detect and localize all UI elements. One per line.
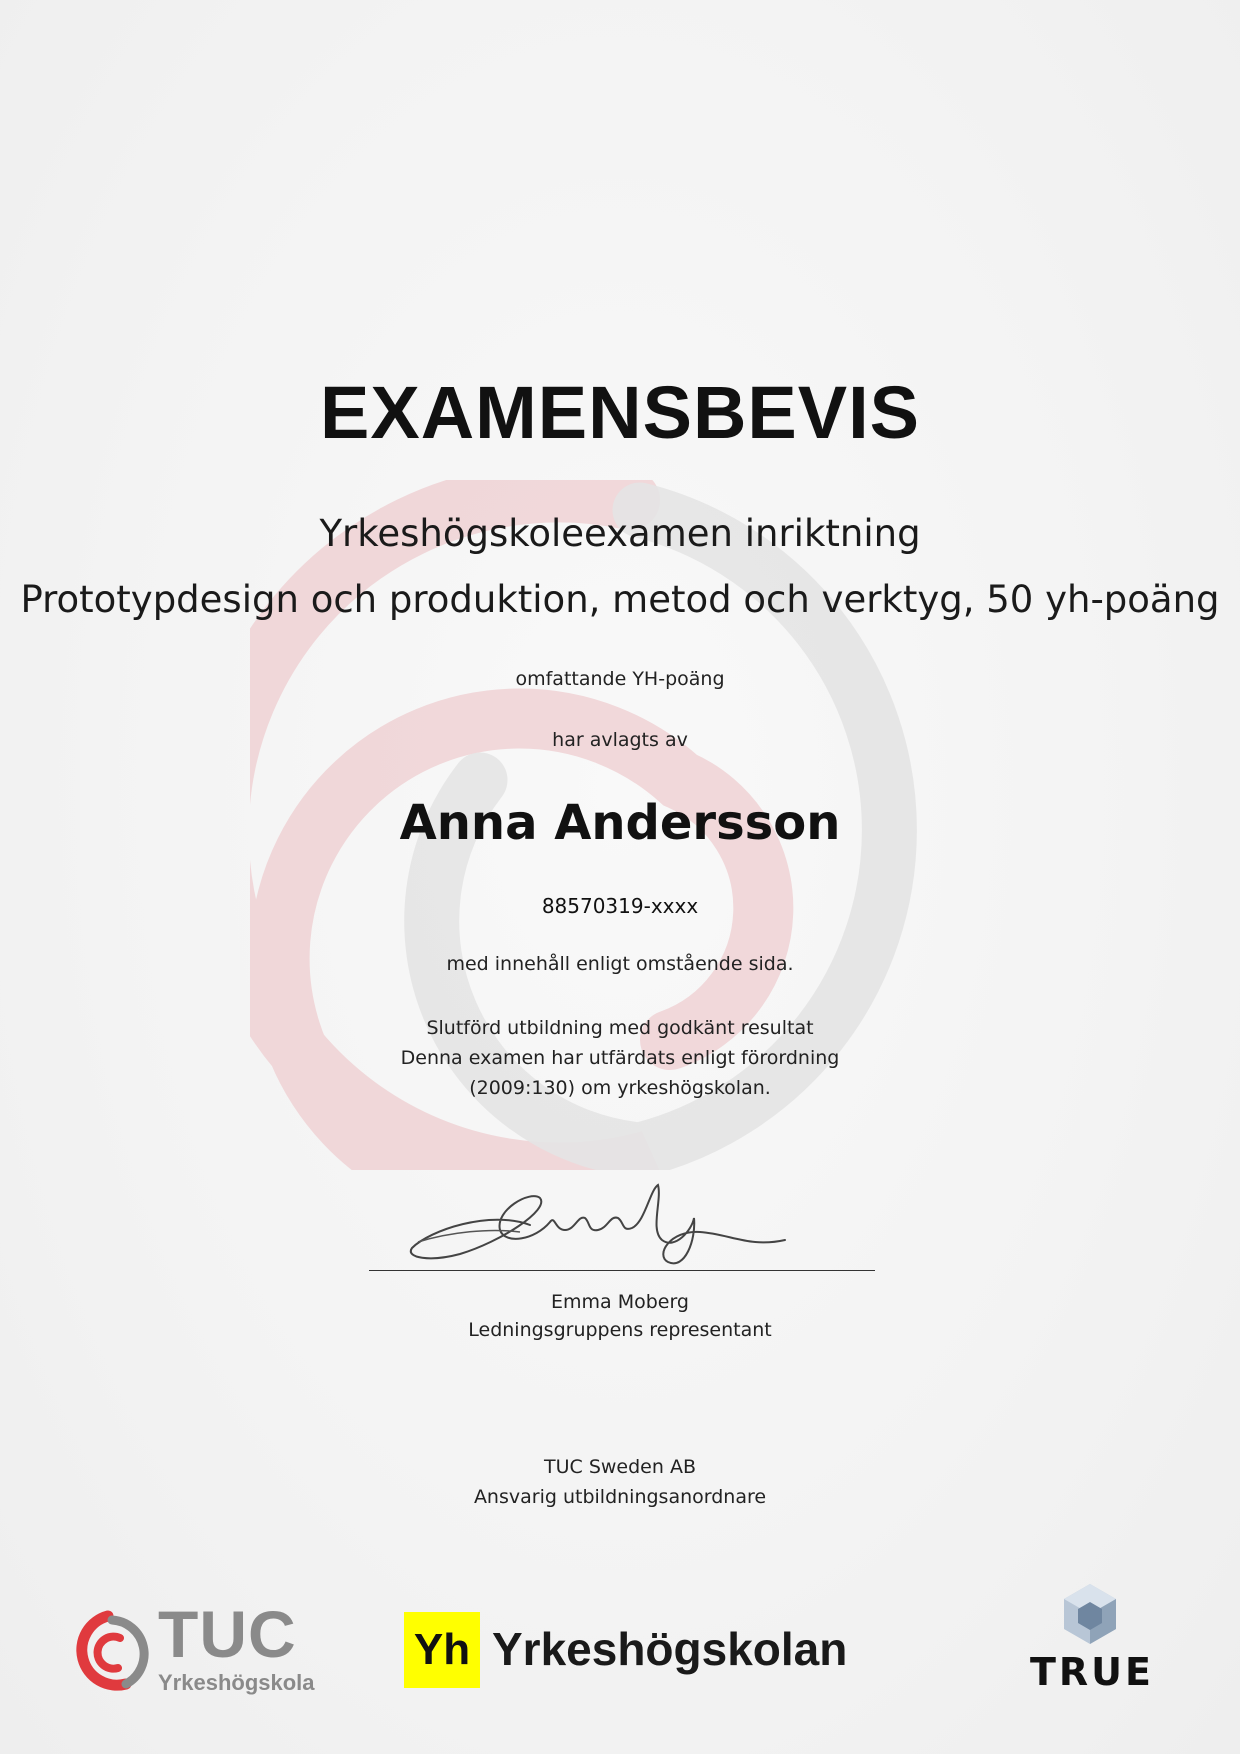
tuc-swirl-icon bbox=[68, 1608, 150, 1698]
yh-logo bbox=[404, 1612, 848, 1694]
student-name: Anna Andersson bbox=[399, 795, 841, 851]
program-name: Prototypdesign och produktion, metod och verktyg, 50 yh-poäng bbox=[20, 578, 1220, 621]
completion-line: (2009:130) om yrkeshögskolan. bbox=[469, 1077, 771, 1099]
signature-image bbox=[400, 1170, 840, 1270]
personal-number: 88570319-xxxx bbox=[541, 894, 699, 918]
tuc-logo bbox=[68, 1597, 338, 1708]
tuc-logo-sub: Yrkeshögskola bbox=[158, 1670, 315, 1695]
provider-name: TUC Sweden AB bbox=[544, 1456, 696, 1478]
completion-line: Denna examen har utfärdats enligt förordning bbox=[400, 1047, 840, 1069]
true-logo-word: TRUE bbox=[1030, 1650, 1154, 1694]
tuc-logo-word: TUC bbox=[158, 1597, 297, 1671]
true-logo bbox=[1020, 1582, 1160, 1702]
true-hexagon-icon bbox=[1058, 1582, 1122, 1646]
signatory-name: Emma Moberg bbox=[550, 1291, 689, 1313]
points-line: omfattande YH-poäng bbox=[515, 668, 725, 690]
signatory-role: Ledningsgruppens representant bbox=[468, 1319, 772, 1341]
yh-badge: Yh bbox=[404, 1612, 480, 1688]
provider-role: Ansvarig utbildningsanordnare bbox=[473, 1486, 767, 1508]
signatory-block bbox=[0, 1288, 1240, 1344]
completion-statement bbox=[0, 1013, 1240, 1103]
yh-logo-word: Yrkeshögskolan bbox=[492, 1623, 848, 1675]
completion-line: Slutförd utbildning med godkänt resultat bbox=[426, 1017, 814, 1039]
signature-line bbox=[369, 1270, 875, 1271]
content-note: med innehåll enligt omstående sida. bbox=[446, 953, 794, 975]
certificate-title: EXAMENSBEVIS bbox=[319, 371, 921, 454]
earned-by-line: har avlagts av bbox=[552, 729, 688, 751]
provider-block bbox=[0, 1452, 1240, 1512]
certificate-subtitle: Yrkeshögskoleexamen inriktning bbox=[319, 512, 921, 555]
